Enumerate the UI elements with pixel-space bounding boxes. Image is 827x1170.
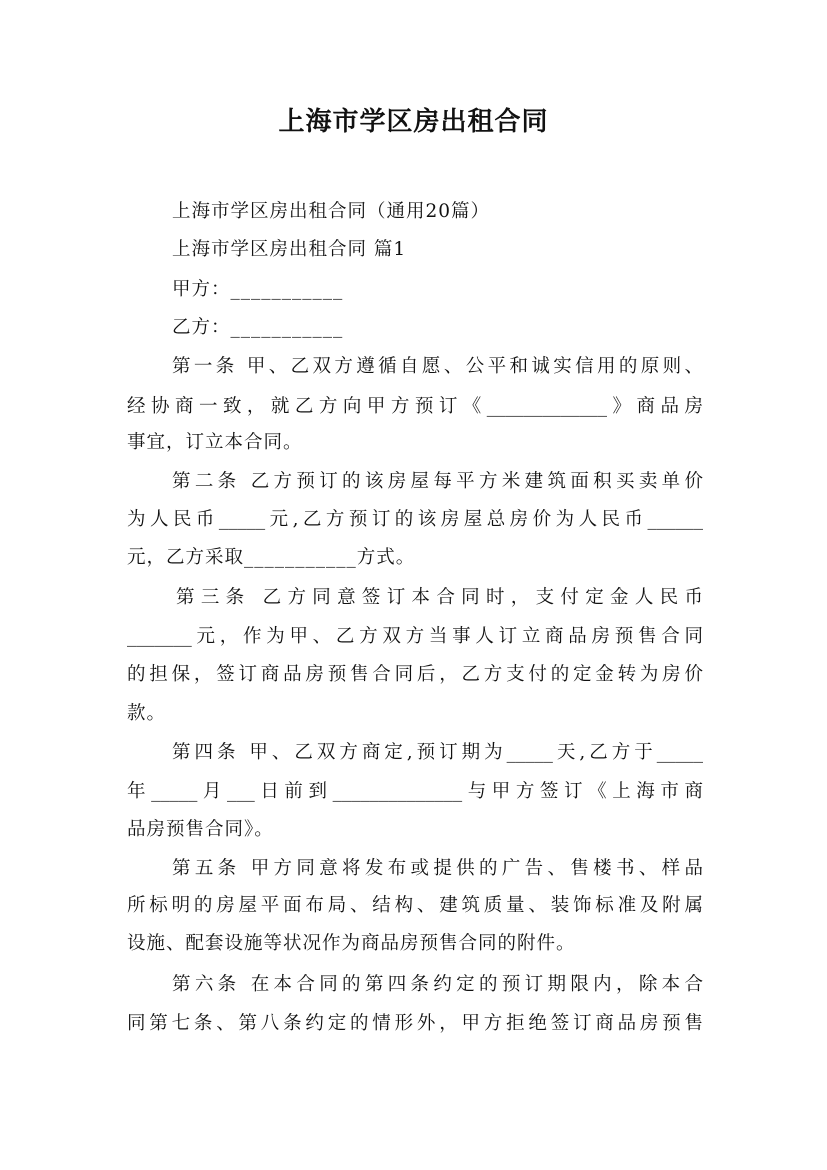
- article-3-line-4: 款。: [127, 703, 167, 724]
- article-2-line-2: 为人民币_____元,乙方预订的该房屋总房价为人民币______: [127, 509, 703, 530]
- article-1-line-2: 经协商一致，就乙方向甲方预订《_____________》商品房: [127, 396, 703, 417]
- section-heading: 上海市学区房出租合同 篇1: [172, 239, 407, 260]
- article-2-line-3: 元，乙方采取___________方式。: [127, 547, 416, 568]
- document-title: 上海市学区房出租合同: [278, 107, 549, 137]
- article-1-line-1: 第一条 甲、乙双方遵循自愿、公平和诚实信用的原则、: [172, 356, 703, 377]
- subtitle-line: 上海市学区房出租合同（通用20篇）: [172, 201, 491, 222]
- article-5-line-1: 第五条 甲方同意将发布或提供的广告、售楼书、样品: [172, 858, 703, 879]
- article-4-line-1: 第四条 甲、乙双方商定,预订期为_____天,乙方于_____: [172, 742, 703, 763]
- article-4-line-2: 年_____月___日前到______________与甲方签订《上海市商: [127, 781, 703, 802]
- article-2-line-1: 第二条 乙方预订的该房屋每平方米建筑面积买卖单价: [172, 471, 703, 492]
- article-3-line-1: 第三条 乙方同意签订本合同时，支付定金人民币: [176, 587, 703, 608]
- party-b-line: 乙方：___________: [172, 317, 344, 338]
- article-3-line-2: _______元，作为甲、乙方双方当事人订立商品房预售合同: [127, 626, 703, 647]
- party-a-line: 甲方：___________: [172, 279, 344, 300]
- article-6-line-2: 同第七条、第八条约定的情形外，甲方拒绝签订商品房预售: [127, 1013, 703, 1034]
- article-1-line-3: 事宜，订立本合同。: [127, 432, 303, 453]
- article-6-line-1: 第六条 在本合同的第四条约定的预订期限内，除本合: [172, 974, 703, 995]
- article-5-line-2: 所标明的房屋平面布局、结构、建筑质量、装饰标准及附属: [127, 895, 703, 916]
- article-4-line-3: 品房预售合同》。: [127, 819, 274, 840]
- article-3-line-3: 的担保，签订商品房预售合同后，乙方支付的定金转为房价: [127, 664, 703, 685]
- article-5-line-3: 设施、配套设施等状况作为商品房预售合同的附件。: [127, 933, 576, 954]
